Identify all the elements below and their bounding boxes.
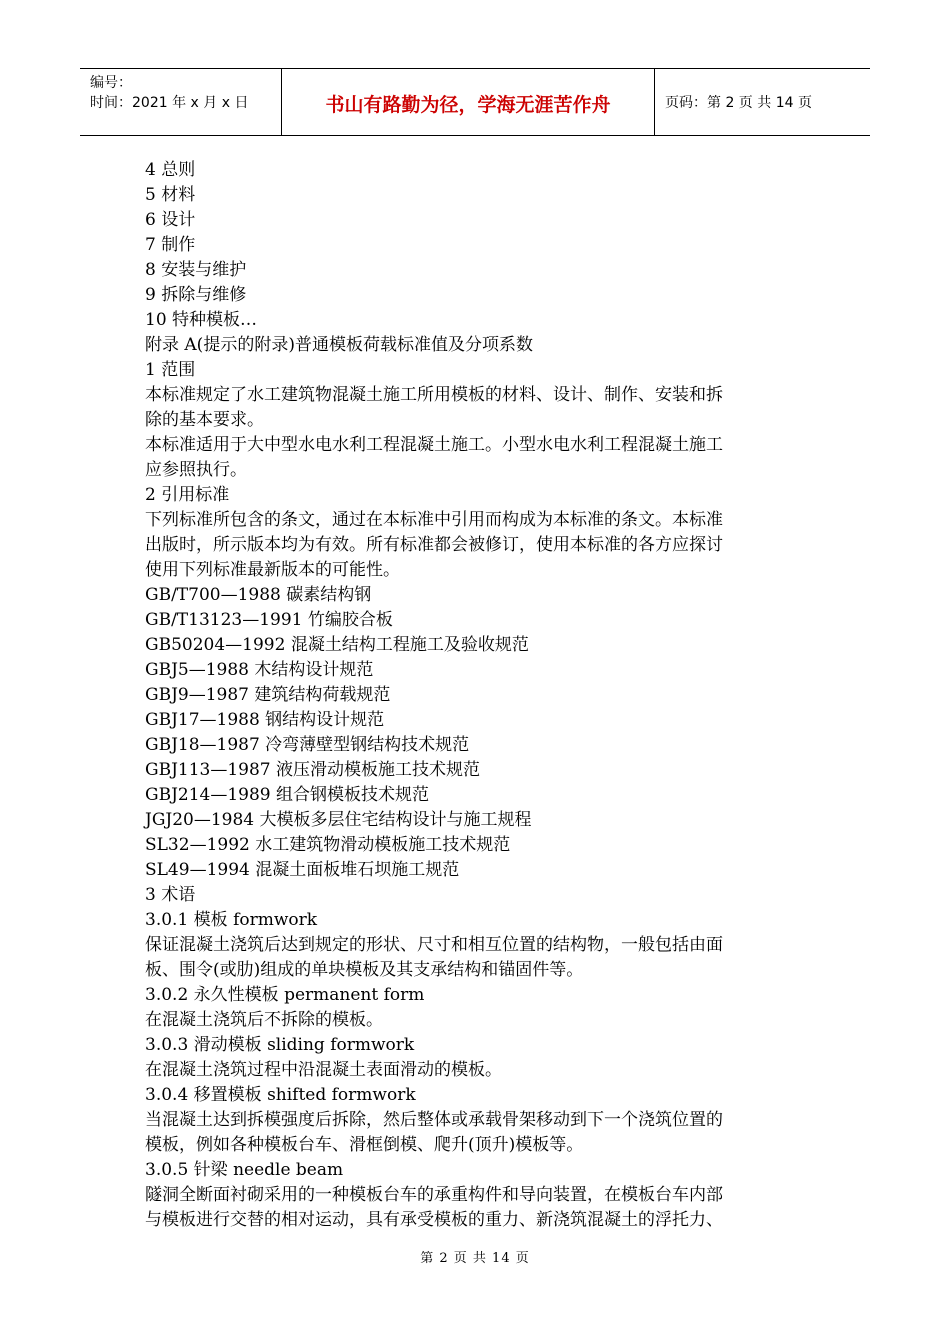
text-line: 3.0.2 永久性模板 permanent form [145,985,425,1005]
text-line: 附录 A(提示的附录)普通模板荷载标准值及分项系数 [145,335,533,355]
text-line: 3.0.3 滑动模板 sliding formwork [145,1035,415,1055]
text-line: 本标准适用于大中型水电水利工程混凝土施工。小型水电水利工程混凝土施工 [145,435,723,455]
text-line: 板、围令(或肋)组成的单块模板及其支承结构和锚固件等。 [145,960,584,980]
text-line: 5 材料 [145,185,196,205]
text-line: 下列标准所包含的条文，通过在本标准中引用而构成为本标准的条文。本标准 [145,510,723,530]
text-line: 6 设计 [145,210,196,230]
text-line: JGJ20—1984 大模板多层住宅结构设计与施工规程 [145,810,532,830]
text-line: 8 安装与维护 [145,260,247,280]
document-body [145,158,810,1233]
text-line: SL49—1994 混凝土面板堆石坝施工规范 [145,860,460,880]
text-line: 与模板进行交替的相对运动，具有承受模板的重力、新浇筑混凝土的浮托力、 [145,1210,723,1230]
text-line: 本标准规定了水工建筑物混凝土施工所用模板的材料、设计、制作、安装和拆 [145,385,723,405]
text-line: 10 特种模板… [145,310,258,330]
text-line: 在混凝土浇筑过程中沿混凝土表面滑动的模板。 [145,1060,502,1080]
page-header [80,68,870,136]
text-line: GBJ5—1988 木结构设计规范 [145,660,374,680]
date-label: 时间：2021 年 x 月 x 日 [90,95,249,111]
text-line: 隧洞全断面衬砌采用的一种模板台车的承重构件和导向装置，在模板台车内部 [145,1185,723,1205]
text-line: 当混凝土达到拆模强度后拆除，然后整体或承载骨架移动到下一个浇筑位置的 [145,1110,723,1130]
text-line: GBJ17—1988 钢结构设计规范 [145,710,385,730]
text-line: GBJ9—1987 建筑结构荷载规范 [145,685,391,705]
text-line: 除的基本要求。 [145,410,264,430]
text-line: 3.0.1 模板 formwork [145,910,318,930]
text-line: GB/T13123—1991 竹编胶合板 [145,610,393,630]
text-line: 在混凝土浇筑后不拆除的模板。 [145,1010,383,1030]
number-label: 编号： [90,75,132,91]
text-line: 保证混凝土浇筑后达到规定的形状、尺寸和相互位置的结构物，一般包括由面 [145,935,723,955]
text-line: 3.0.5 针梁 needle beam [145,1160,344,1180]
header-motto: 书山有路勤为径，学海无涯苦作舟 [282,69,655,135]
header-meta [80,69,282,135]
page-footer: 第 2 页 共 14 页 [420,1251,530,1266]
text-line: 模板，例如各种模板台车、滑框倒模、爬升(顶升)模板等。 [145,1135,584,1155]
header-page-info: 页码：第 2 页 共 14 页 [665,95,812,111]
text-line: GBJ18—1987 冷弯薄壁型钢结构技术规范 [145,735,470,755]
text-line: 9 拆除与维修 [145,285,247,305]
text-line: 4 总则 [145,160,196,180]
text-line: 出版时，所示版本均为有效。所有标准都会被修订，使用本标准的各方应探讨 [145,535,723,555]
text-line: 2 引用标准 [145,485,230,505]
text-line: 应参照执行。 [145,460,247,480]
text-line: GBJ113—1987 液压滑动模板施工技术规范 [145,760,481,780]
text-line: 3.0.4 移置模板 shifted formwork [145,1085,416,1105]
text-line: 3 术语 [145,885,196,905]
text-line: SL32—1992 水工建筑物滑动模板施工技术规范 [145,835,511,855]
text-line: 使用下列标准最新版本的可能性。 [145,560,400,580]
text-line: 7 制作 [145,235,196,255]
text-line: 1 范围 [145,360,196,380]
text-line: GBJ214—1989 组合钢模板技术规范 [145,785,430,805]
text-line: GB50204—1992 混凝土结构工程施工及验收规范 [145,635,529,655]
text-line: GB/T700—1988 碳素结构钢 [145,585,372,605]
